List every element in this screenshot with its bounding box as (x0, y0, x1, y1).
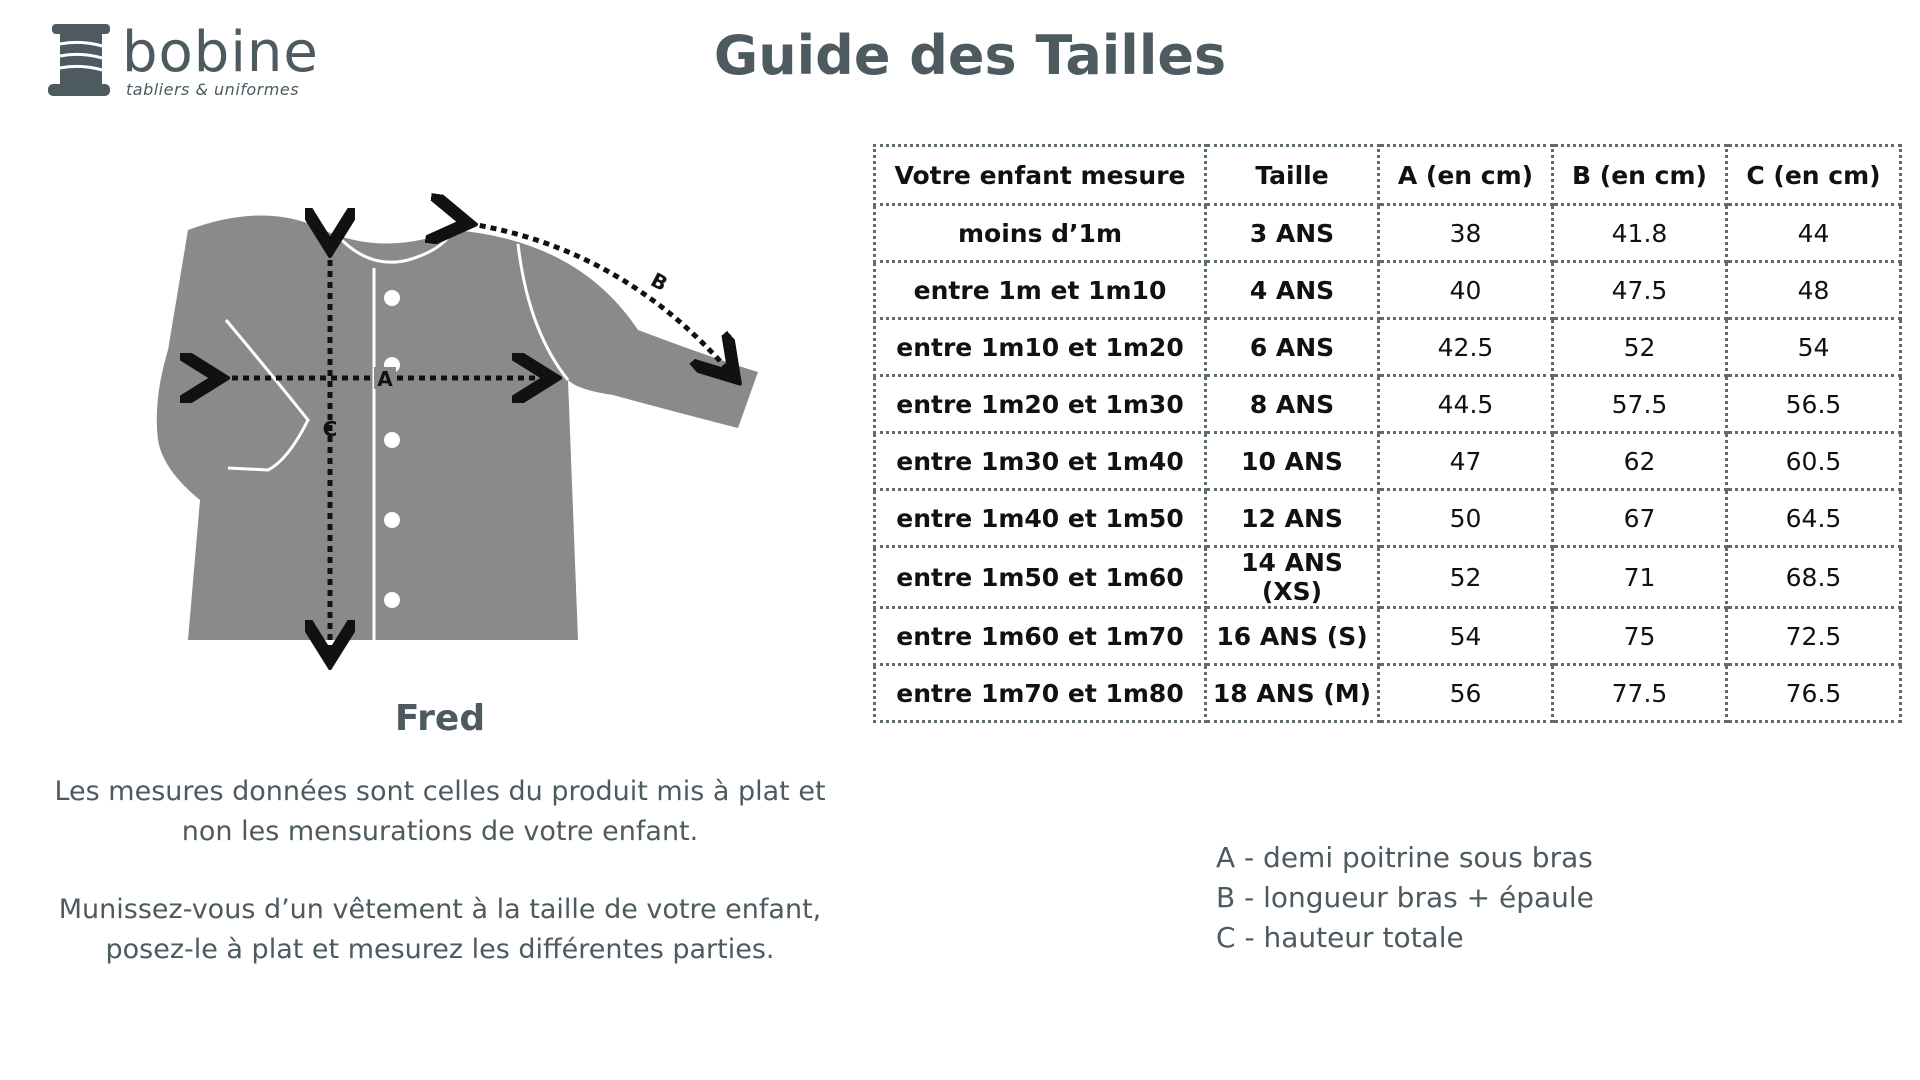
table-cell: 8 ANS (1206, 376, 1379, 433)
column-header: B (en cm) (1553, 146, 1727, 205)
column-header: C (en cm) (1727, 146, 1901, 205)
brand-name: bobine (122, 20, 319, 85)
product-name: Fred (394, 698, 486, 739)
table-cell: 12 ANS (1206, 490, 1379, 547)
table-row (875, 608, 1901, 665)
legend-item-a: A - demi poitrine sous bras (1216, 841, 1593, 874)
legend-item-c: C - hauteur totale (1216, 921, 1464, 954)
table-cell: 77.5 (1553, 665, 1727, 722)
marker-c-label: C (322, 417, 338, 441)
table-cell: entre 1m60 et 1m70 (875, 608, 1206, 665)
size-table (873, 144, 1902, 723)
instruction-note (30, 890, 850, 970)
table-cell: entre 1m10 et 1m20 (875, 319, 1206, 376)
table-row (875, 433, 1901, 490)
column-header: Votre enfant mesure (875, 146, 1206, 205)
note-line: Munissez-vous d’un vêtement à la taille de votre enfant, (58, 894, 822, 925)
table-cell: 62 (1553, 433, 1727, 490)
table-cell: 50 (1379, 490, 1553, 547)
table-cell: 16 ANS (S) (1206, 608, 1379, 665)
brand-tagline: tabliers & uniformes (126, 80, 300, 99)
page-title: Guide des Tailles (713, 24, 1227, 87)
table-cell: 71 (1553, 547, 1727, 608)
brand-logo (46, 18, 319, 108)
table-cell: entre 1m20 et 1m30 (875, 376, 1206, 433)
table-cell: moins d’1m (875, 205, 1206, 262)
table-cell: 3 ANS (1206, 205, 1379, 262)
table-cell: 18 ANS (M) (1206, 665, 1379, 722)
table-cell: 52 (1553, 319, 1727, 376)
table-cell: 56.5 (1727, 376, 1901, 433)
table-cell: 47.5 (1553, 262, 1727, 319)
table-cell: 52 (1379, 547, 1553, 608)
table-cell: 64.5 (1727, 490, 1901, 547)
table-row (875, 547, 1901, 608)
note-line: Les mesures données sont celles du produit mis à plat et (54, 776, 826, 807)
table-cell: 38 (1379, 205, 1553, 262)
table-cell: 10 ANS (1206, 433, 1379, 490)
table-cell: 47 (1379, 433, 1553, 490)
column-header: Taille (1206, 146, 1379, 205)
table-cell: 14 ANS (XS) (1206, 547, 1379, 608)
measurement-legend (1216, 838, 1594, 958)
note-line: non les mensurations de votre enfant. (181, 816, 699, 847)
table-row (875, 665, 1901, 722)
table-cell: 67 (1553, 490, 1727, 547)
marker-b-label: B (646, 267, 672, 296)
table-cell: entre 1m40 et 1m50 (875, 490, 1206, 547)
table-row (875, 376, 1901, 433)
legend-item-b: B - longueur bras + épaule (1216, 881, 1594, 914)
table-cell: 75 (1553, 608, 1727, 665)
table-cell: 44 (1727, 205, 1901, 262)
garment-illustration (58, 160, 818, 680)
measurement-note (30, 772, 850, 852)
table-cell: 42.5 (1379, 319, 1553, 376)
table-cell: entre 1m30 et 1m40 (875, 433, 1206, 490)
table-cell: 54 (1727, 319, 1901, 376)
table-cell: entre 1m et 1m10 (875, 262, 1206, 319)
table-cell: 57.5 (1553, 376, 1727, 433)
marker-a-label: A (377, 367, 393, 391)
note-line: posez-le à plat et mesurez les différentes parties. (105, 934, 775, 965)
table-cell: 60.5 (1727, 433, 1901, 490)
table-row (875, 205, 1901, 262)
column-header: A (en cm) (1379, 146, 1553, 205)
table-row (875, 490, 1901, 547)
table-cell: entre 1m50 et 1m60 (875, 547, 1206, 608)
table-cell: 56 (1379, 665, 1553, 722)
table-row (875, 262, 1901, 319)
table-cell: 54 (1379, 608, 1553, 665)
table-cell: 44.5 (1379, 376, 1553, 433)
table-cell: 72.5 (1727, 608, 1901, 665)
table-cell: entre 1m70 et 1m80 (875, 665, 1206, 722)
spool-icon (46, 22, 116, 102)
table-cell: 48 (1727, 262, 1901, 319)
table-cell: 4 ANS (1206, 262, 1379, 319)
table-cell: 68.5 (1727, 547, 1901, 608)
table-cell: 6 ANS (1206, 319, 1379, 376)
table-cell: 76.5 (1727, 665, 1901, 722)
table-cell: 40 (1379, 262, 1553, 319)
table-cell: 41.8 (1553, 205, 1727, 262)
table-row (875, 319, 1901, 376)
table-header-row (875, 146, 1901, 205)
